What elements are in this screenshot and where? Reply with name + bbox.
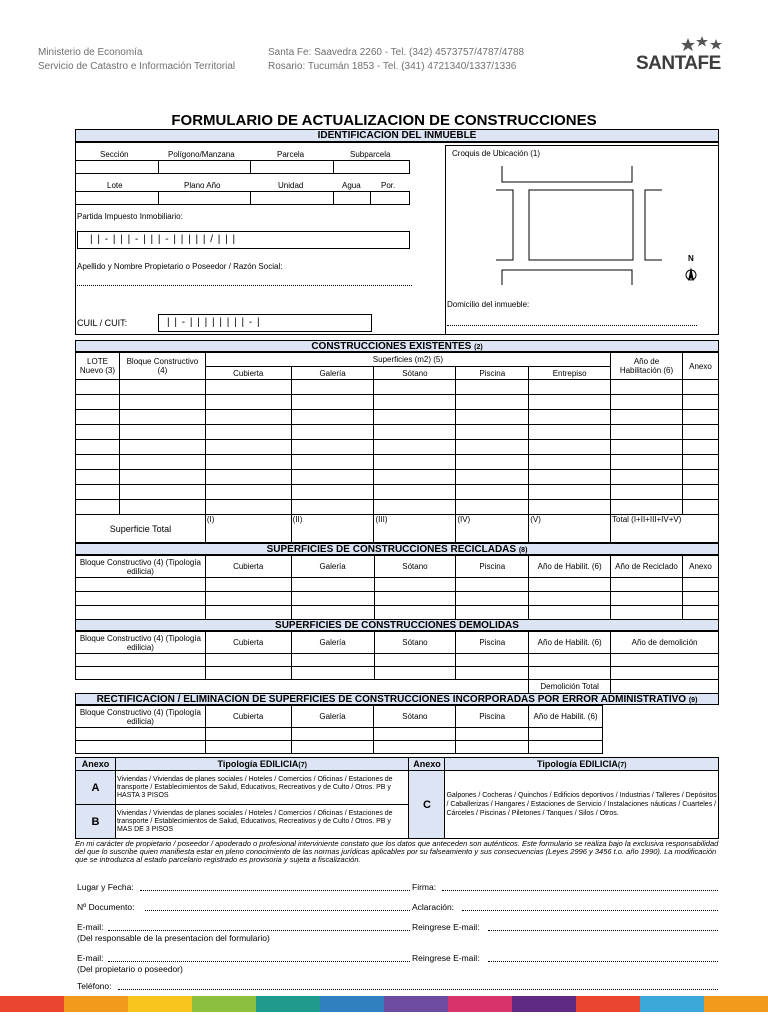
- recicladas-cell[interactable]: [76, 606, 206, 620]
- demolidas-cell[interactable]: [529, 667, 611, 680]
- existentes-cell[interactable]: [76, 380, 120, 395]
- existentes-cell[interactable]: [374, 395, 456, 410]
- rectificacion-cell[interactable]: [374, 741, 456, 754]
- recicladas-cell[interactable]: [529, 578, 611, 592]
- existentes-cell[interactable]: [119, 425, 205, 440]
- existentes-cell[interactable]: [682, 425, 718, 440]
- agua-label: Agua: [342, 181, 361, 190]
- telefono-field[interactable]: [118, 989, 718, 990]
- address-line1: Santa Fe: Saavedra 2260 - Tel. (342) 4573757/4787/4788: [268, 47, 525, 58]
- demolidas-cell[interactable]: [76, 667, 206, 680]
- plano-label: Plano Año: [184, 181, 221, 190]
- recicladas-row: [76, 578, 719, 592]
- recicladas-row: [76, 592, 719, 606]
- stripe-segment: [448, 996, 512, 1012]
- rectificacion-cell[interactable]: [291, 741, 374, 754]
- address-line2: Rosario: Tucumán 1853 - Tel. (341) 4721340/1337/1336: [268, 61, 517, 72]
- recicladas-cell[interactable]: [291, 578, 374, 592]
- stripe-segment: [576, 996, 640, 1012]
- superficies-header: Superficies (m2) (5): [205, 353, 610, 367]
- rectificacion-cell[interactable]: [205, 728, 291, 741]
- firma-label: Firma:: [412, 882, 437, 892]
- recicladas-cell[interactable]: [374, 578, 456, 592]
- address-header: [268, 46, 524, 74]
- rectificacion-title: RECTIFICACION / ELIMINACION DE SUPERFICIES DE CONSTRUCCIONES INCORPORADAS POR ERROR ADMINISTRATIVO: [96, 694, 687, 705]
- existentes-cell[interactable]: [529, 410, 611, 425]
- existentes-cell[interactable]: [119, 410, 205, 425]
- demolidas-row: [76, 667, 719, 680]
- recicladas-cell[interactable]: [682, 578, 718, 592]
- existentes-row: [76, 395, 719, 410]
- aclaracion-field[interactable]: [462, 910, 718, 911]
- domicilio-field[interactable]: [447, 325, 697, 326]
- existentes-cell[interactable]: [374, 455, 456, 470]
- demolidas-row: [76, 654, 719, 667]
- rect-col-cubierta: Cubierta: [205, 706, 291, 728]
- parcela-field[interactable]: [250, 160, 334, 174]
- agua-field[interactable]: [333, 191, 371, 205]
- rectificacion-cell[interactable]: [76, 741, 206, 754]
- existentes-cell[interactable]: [456, 500, 529, 515]
- existentes-cell[interactable]: [682, 500, 718, 515]
- existentes-cell[interactable]: [119, 440, 205, 455]
- lugar-label: Lugar y Fecha:: [77, 882, 134, 892]
- existentes-cell[interactable]: [76, 470, 120, 485]
- existentes-table: [75, 352, 719, 543]
- recicladas-cell[interactable]: [456, 606, 529, 620]
- existentes-cell[interactable]: [119, 500, 205, 515]
- existentes-cell[interactable]: [456, 455, 529, 470]
- total-v[interactable]: (V): [529, 515, 611, 543]
- lote-header: LOTE Nuevo (3): [76, 353, 120, 380]
- existentes-title: CONSTRUCCIONES EXISTENTES: [311, 341, 472, 352]
- tipologia-header-2: Tipología EDILICIA: [537, 759, 618, 769]
- col-galeria: Galería: [291, 367, 374, 380]
- stripe-segment: [512, 996, 576, 1012]
- existentes-cell[interactable]: [291, 425, 374, 440]
- rec-col-habilit: Año de Habilit. (6): [529, 556, 611, 578]
- existentes-cell[interactable]: [611, 485, 683, 500]
- seccion-field[interactable]: [75, 160, 159, 174]
- rectificacion-rows: [76, 728, 603, 754]
- rec-col-piscina: Piscina: [456, 556, 529, 578]
- existentes-rows: [76, 380, 719, 515]
- existentes-cell[interactable]: [205, 500, 291, 515]
- existentes-cell[interactable]: [205, 410, 291, 425]
- tipologia-header: Tipología EDILICIA: [217, 759, 299, 769]
- stripe-segment: [384, 996, 448, 1012]
- unidad-field[interactable]: [250, 191, 334, 205]
- anexo-a-text: Viviendas / Viviendas de planes sociales / Hoteles / Comercios / Oficinas / Estaciones de transporte / Establecimientos de Salud, Educativos, Recreativos y de Culto / Otros. PB y HASTA 3 PISOS: [115, 771, 409, 805]
- recicladas-cell[interactable]: [611, 592, 683, 606]
- anexo-col-header: Anexo: [76, 758, 116, 771]
- anexo-b-text: Viviendas / Viviendas de planes sociales / Hoteles / Comercios / Oficinas / Estaciones de transporte / Establecimientos de Salud, Educativos, Recreativos y de Culto / Otros. PB y MAS DE 3 PISOS: [115, 805, 409, 839]
- disclaimer: En mi carácter de propietario / poseedor / apoderado o profesional interviniente constato que los datos que anteceden son auténticos. Este formulario se realiza bajo la exclusiva responsabilidad del que lo suscribe quien manifiesta estar en pleno conocimiento de las normas jurídicas aplicables por su falseamiento y sus consecuencias (Leyes 2996 y 3456 t.o. año 1990). La modificación que se introduzca al estado parcelario registrado es provisoria y sujeta a fiscalización.: [75, 839, 719, 864]
- reemail1-label: Reingrese E-mail:: [412, 922, 480, 932]
- stripe-segment: [128, 996, 192, 1012]
- existentes-cell[interactable]: [682, 455, 718, 470]
- partida-mask: | | - | | | - | | | - | | | | | / | | |: [90, 234, 237, 245]
- existentes-cell[interactable]: [205, 470, 291, 485]
- dem-col-cubierta: Cubierta: [205, 632, 291, 654]
- croquis-label: Croquis de Ubicación (1): [452, 149, 541, 158]
- domicilio-label: Domicilio del inmueble:: [447, 300, 530, 309]
- existentes-cell[interactable]: [456, 410, 529, 425]
- existentes-cell[interactable]: [205, 395, 291, 410]
- reemail2-label: Reingrese E-mail:: [412, 953, 480, 963]
- existentes-cell[interactable]: [119, 395, 205, 410]
- existentes-cell[interactable]: [205, 485, 291, 500]
- existentes-cell[interactable]: [205, 425, 291, 440]
- dem-col-demolicion: Año de demolición: [611, 632, 719, 654]
- existentes-row: [76, 455, 719, 470]
- demolicion-total-field[interactable]: [611, 680, 719, 694]
- rect-col-habilit: Año de Habilit. (6): [529, 706, 603, 728]
- existentes-cell[interactable]: [611, 500, 683, 515]
- rect-col-sotano: Sótano: [374, 706, 456, 728]
- existentes-cell[interactable]: [76, 410, 120, 425]
- propietario-note: (Del propietario o poseedor): [77, 964, 183, 974]
- demolidas-cell[interactable]: [374, 667, 456, 680]
- anexos-table: [75, 757, 719, 839]
- anexo-col-header-2: Anexo: [409, 758, 445, 771]
- col-piscina: Piscina: [456, 367, 529, 380]
- recicladas-cell[interactable]: [611, 606, 683, 620]
- dem-col-galeria: Galería: [291, 632, 374, 654]
- anexo-c-text: Galpones / Cocheras / Quinchos / Edificios deportivos / Industrias / Talleres / Depósitos / Caballerizas / Hangares / Estaciones de Servicio / Instalaciones náuticas / Cuarteles / Cárceles / Piscinas / Piletones / Tanques / Silos / Otros.: [445, 771, 719, 839]
- dem-blank: [76, 680, 529, 694]
- col-cubierta: Cubierta: [205, 367, 291, 380]
- anexo-header: Anexo: [682, 353, 718, 380]
- stripe-segment: [0, 996, 64, 1012]
- existentes-cell[interactable]: [76, 425, 120, 440]
- recicladas-table: [75, 555, 719, 620]
- demolidas-cell[interactable]: [456, 654, 529, 667]
- existentes-cell[interactable]: [682, 380, 718, 395]
- existentes-cell[interactable]: [529, 455, 611, 470]
- existentes-cell[interactable]: [456, 440, 529, 455]
- existentes-cell[interactable]: [611, 425, 683, 440]
- recicladas-cell[interactable]: [291, 606, 374, 620]
- poligono-field[interactable]: [158, 160, 251, 174]
- demolidas-bar: SUPERFICIES DE CONSTRUCCIONES DEMOLIDAS: [75, 619, 719, 631]
- ministry-header: [38, 46, 235, 74]
- existentes-cell[interactable]: [456, 395, 529, 410]
- subparcela-field[interactable]: [333, 160, 410, 174]
- rectificacion-row: [76, 728, 603, 741]
- documento-field[interactable]: [145, 910, 410, 911]
- por-field[interactable]: [370, 191, 410, 205]
- existentes-cell[interactable]: [374, 380, 456, 395]
- rec-col-cubierta: Cubierta: [205, 556, 291, 578]
- existentes-cell[interactable]: [119, 380, 205, 395]
- recicladas-note: (8): [518, 547, 528, 554]
- responsable-note: (Del responsable de la presentacion del formulario): [77, 933, 270, 943]
- anexo-b-label: B: [76, 805, 116, 839]
- existentes-cell[interactable]: [374, 485, 456, 500]
- demolidas-cell[interactable]: [291, 654, 374, 667]
- rec-col-anexo: Anexo: [682, 556, 718, 578]
- existentes-cell[interactable]: [291, 395, 374, 410]
- total-i[interactable]: (I): [205, 515, 291, 543]
- existentes-cell[interactable]: [611, 380, 683, 395]
- partida-label: Partida Impuesto Inmobiliario:: [77, 212, 183, 221]
- existentes-cell[interactable]: [529, 470, 611, 485]
- rect-bloque-header: Bloque Constructivo (4) (Tipología edilicia): [76, 706, 206, 728]
- recicladas-cell[interactable]: [76, 578, 206, 592]
- stripe-segment: [704, 996, 768, 1012]
- existentes-cell[interactable]: [205, 440, 291, 455]
- stripe-segment: [640, 996, 704, 1012]
- reemail1-field[interactable]: [488, 930, 718, 931]
- recicladas-cell[interactable]: [456, 578, 529, 592]
- existentes-cell[interactable]: [456, 425, 529, 440]
- santafe-logo: [636, 36, 736, 76]
- color-stripe: [0, 996, 768, 1012]
- existentes-row: [76, 425, 719, 440]
- col-sotano: Sótano: [374, 367, 456, 380]
- existentes-cell[interactable]: [611, 395, 683, 410]
- rectificacion-cell[interactable]: [76, 728, 206, 741]
- recicladas-cell[interactable]: [76, 592, 206, 606]
- existentes-cell[interactable]: [611, 455, 683, 470]
- existentes-cell[interactable]: [291, 410, 374, 425]
- recicladas-title: SUPERFICIES DE CONSTRUCCIONES RECICLADAS: [266, 544, 517, 555]
- recicladas-cell[interactable]: [529, 592, 611, 606]
- demolidas-cell[interactable]: [76, 654, 206, 667]
- existentes-cell[interactable]: [374, 425, 456, 440]
- existentes-cell[interactable]: [529, 425, 611, 440]
- ministry-line2: Servicio de Catastro e Información Territorial: [38, 61, 236, 72]
- existentes-cell[interactable]: [205, 380, 291, 395]
- partida-field[interactable]: [77, 231, 410, 249]
- recicladas-cell[interactable]: [291, 592, 374, 606]
- form-title: FORMULARIO DE ACTUALIZACION DE CONSTRUCCIONES: [171, 112, 597, 129]
- demolidas-cell[interactable]: [529, 654, 611, 667]
- unidad-label: Unidad: [278, 181, 304, 190]
- existentes-cell[interactable]: [456, 470, 529, 485]
- dem-bloque-header: Bloque Constructivo (4) (Tipología edilicia): [76, 632, 206, 654]
- rectificacion-table: [75, 705, 603, 754]
- recicladas-bar: [75, 543, 719, 555]
- cuil-mask: | | - | | | | | | | | - |: [167, 317, 261, 328]
- rec-col-sotano: Sótano: [374, 556, 456, 578]
- email2-label: E-mail:: [77, 953, 104, 963]
- existentes-cell[interactable]: [374, 410, 456, 425]
- existentes-row: [76, 500, 719, 515]
- demolidas-cell[interactable]: [611, 654, 719, 667]
- rect-col-piscina: Piscina: [456, 706, 529, 728]
- total-iii[interactable]: (III): [374, 515, 456, 543]
- existentes-cell[interactable]: [529, 380, 611, 395]
- existentes-cell[interactable]: [456, 485, 529, 500]
- existentes-bar: [75, 340, 719, 352]
- existentes-cell[interactable]: [291, 470, 374, 485]
- existentes-cell[interactable]: [119, 455, 205, 470]
- recicladas-cell[interactable]: [205, 606, 291, 620]
- recicladas-cell[interactable]: [529, 606, 611, 620]
- existentes-cell[interactable]: [682, 485, 718, 500]
- cuil-label: CUIL / CUIT:: [77, 318, 128, 328]
- rectificacion-row: [76, 741, 603, 754]
- rectificacion-cell[interactable]: [291, 728, 374, 741]
- rec-col-galeria: Galería: [291, 556, 374, 578]
- email2-field[interactable]: [108, 961, 410, 962]
- total-iv[interactable]: (IV): [456, 515, 529, 543]
- habilitacion-header: Año de Habilitación (6): [611, 353, 683, 380]
- rect-col-galeria: Galería: [291, 706, 374, 728]
- telefono-label: Teléfono:: [77, 981, 112, 991]
- existentes-cell[interactable]: [529, 500, 611, 515]
- existentes-note: (2): [474, 344, 483, 351]
- existentes-cell[interactable]: [119, 470, 205, 485]
- demolicion-total-label: Demolición Total: [529, 680, 611, 694]
- aclaracion-label: Aclaración:: [412, 902, 455, 912]
- existentes-cell[interactable]: [682, 440, 718, 455]
- dem-col-sotano: Sótano: [374, 632, 456, 654]
- rectificacion-bar: [75, 693, 719, 705]
- demolidas-cell[interactable]: [456, 667, 529, 680]
- recicladas-cell[interactable]: [205, 578, 291, 592]
- existentes-cell[interactable]: [374, 470, 456, 485]
- rectificacion-cell[interactable]: [205, 741, 291, 754]
- existentes-row: [76, 440, 719, 455]
- rec-bloque-header: Bloque Constructivo (4) (Tipología edilicia): [76, 556, 206, 578]
- croquis-sketch: [495, 160, 715, 290]
- total-sum[interactable]: Total (I+II+III+IV+V): [611, 515, 719, 543]
- anexo-c-label: C: [409, 771, 445, 839]
- existentes-cell[interactable]: [119, 485, 205, 500]
- lote-field[interactable]: [75, 191, 159, 205]
- recicladas-cell[interactable]: [374, 606, 456, 620]
- existentes-cell[interactable]: [374, 440, 456, 455]
- col-entrepiso: Entrepiso: [529, 367, 611, 380]
- poligono-label: Polígono/Manzana: [168, 150, 235, 159]
- stripe-segment: [320, 996, 384, 1012]
- existentes-cell[interactable]: [291, 500, 374, 515]
- reemail2-field[interactable]: [488, 961, 718, 962]
- demolidas-cell[interactable]: [291, 667, 374, 680]
- stripe-segment: [192, 996, 256, 1012]
- anexo-a-label: A: [76, 771, 116, 805]
- existentes-cell[interactable]: [529, 395, 611, 410]
- logo-text: SANTAFE: [636, 53, 721, 74]
- firma-field[interactable]: [442, 890, 718, 891]
- owner-field[interactable]: [77, 285, 412, 286]
- dem-col-habilit: Año de Habilit. (6): [529, 632, 611, 654]
- lote-label: Lote: [107, 181, 123, 190]
- existentes-cell[interactable]: [205, 455, 291, 470]
- total-label: Superficie Total: [76, 515, 206, 543]
- recicladas-cell[interactable]: [205, 592, 291, 606]
- rectificacion-cell[interactable]: [529, 741, 603, 754]
- subparcela-label: Subparcela: [350, 150, 391, 159]
- dem-col-piscina: Piscina: [456, 632, 529, 654]
- existentes-cell[interactable]: [291, 440, 374, 455]
- existentes-cell[interactable]: [374, 500, 456, 515]
- demolidas-table: [75, 631, 719, 694]
- existentes-cell[interactable]: [529, 440, 611, 455]
- recicladas-cell[interactable]: [611, 578, 683, 592]
- existentes-cell[interactable]: [456, 380, 529, 395]
- rec-col-reciclado: Año de Reciclado: [611, 556, 683, 578]
- bloque-header: Bloque Constructivo (4): [119, 353, 205, 380]
- existentes-row: [76, 380, 719, 395]
- cuil-field[interactable]: [158, 314, 372, 332]
- north-icon: N: [688, 254, 694, 263]
- rectificacion-cell[interactable]: [456, 728, 529, 741]
- existentes-cell[interactable]: [682, 395, 718, 410]
- email1-field[interactable]: [108, 930, 410, 931]
- lugar-field[interactable]: [140, 890, 410, 891]
- existentes-cell[interactable]: [291, 485, 374, 500]
- recicladas-cell[interactable]: [682, 592, 718, 606]
- demolidas-cell[interactable]: [611, 667, 719, 680]
- existentes-cell[interactable]: [76, 455, 120, 470]
- parcela-label: Parcela: [277, 150, 305, 159]
- recicladas-rows: [76, 578, 719, 620]
- existentes-cell[interactable]: [529, 485, 611, 500]
- por-label: Por.: [381, 181, 396, 190]
- total-row: [76, 515, 719, 543]
- existentes-cell[interactable]: [611, 440, 683, 455]
- owner-label: Apellido y Nombre Propietario o Poseedor / Razón Social:: [77, 262, 283, 271]
- plano-field[interactable]: [158, 191, 251, 205]
- rectificacion-cell[interactable]: [529, 728, 603, 741]
- tipologia-note: (7): [298, 762, 307, 769]
- existentes-cell[interactable]: [76, 395, 120, 410]
- existentes-cell[interactable]: [291, 455, 374, 470]
- total-ii[interactable]: (II): [291, 515, 374, 543]
- tipologia-note-2: (7): [617, 762, 627, 769]
- ministry-line1: Ministerio de Economía: [38, 47, 143, 58]
- documento-label: Nº Documento:: [77, 902, 135, 912]
- recicladas-row: [76, 606, 719, 620]
- rectificacion-note: (9): [688, 697, 698, 704]
- recicladas-cell[interactable]: [374, 592, 456, 606]
- recicladas-cell[interactable]: [456, 592, 529, 606]
- existentes-cell[interactable]: [76, 485, 120, 500]
- demolidas-cell[interactable]: [205, 667, 291, 680]
- email1-label: E-mail:: [77, 922, 104, 932]
- existentes-cell[interactable]: [76, 500, 120, 515]
- existentes-cell[interactable]: [611, 410, 683, 425]
- existentes-cell[interactable]: [682, 470, 718, 485]
- demolidas-rows: [76, 654, 719, 680]
- demolidas-cell[interactable]: [374, 654, 456, 667]
- ident-bar: IDENTIFICACION DEL INMUEBLE: [75, 129, 719, 142]
- demolidas-cell[interactable]: [205, 654, 291, 667]
- existentes-row: [76, 410, 719, 425]
- rectificacion-cell[interactable]: [456, 741, 529, 754]
- stripe-segment: [256, 996, 320, 1012]
- existentes-row: [76, 470, 719, 485]
- existentes-cell[interactable]: [611, 470, 683, 485]
- rectificacion-cell[interactable]: [374, 728, 456, 741]
- stripe-segment: [64, 996, 128, 1012]
- seccion-label: Sección: [100, 150, 129, 159]
- existentes-cell[interactable]: [76, 440, 120, 455]
- existentes-cell[interactable]: [682, 410, 718, 425]
- existentes-row: [76, 485, 719, 500]
- recicladas-cell[interactable]: [682, 606, 718, 620]
- existentes-cell[interactable]: [291, 380, 374, 395]
